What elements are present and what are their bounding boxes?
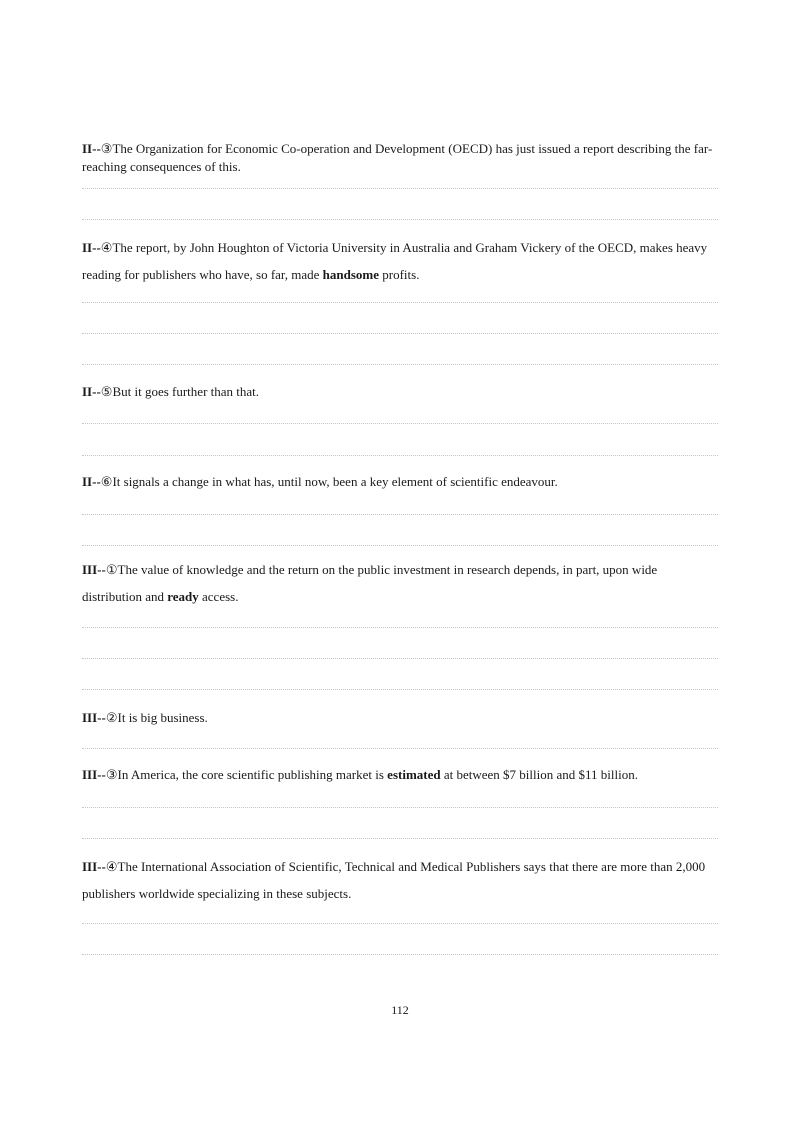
- sentence-text: [82, 234, 718, 288]
- sentence-part: The report, by John Houghton of Victoria University in Australia and Graham Vickery of the OECD, makes heavy reading for publishers who have, so far, made: [82, 240, 708, 282]
- answer-line: [82, 689, 718, 690]
- sentence-block: [82, 853, 718, 907]
- sentence-text: [82, 383, 718, 401]
- answer-line: [82, 302, 718, 303]
- paragraph-label: II--: [82, 474, 101, 489]
- answer-line: [82, 364, 718, 365]
- sentence-number: ①: [105, 562, 118, 577]
- sentence-number: ③: [105, 767, 118, 782]
- sentence-part: The International Association of Scientific, Technical and Medical Publishers says that there are more than 2,000 publishers worldwide specializing in these subjects.: [82, 859, 706, 901]
- page-number: 112: [391, 1003, 409, 1017]
- sentence-part: It signals a change in what has, until now, been a key element of scientific endeavour.: [112, 474, 558, 489]
- sentence-part: at between $7 billion and $11 billion.: [440, 767, 638, 782]
- paragraph-label: II--: [82, 141, 101, 156]
- sentence-part: access.: [198, 589, 239, 604]
- paragraph-label: II--: [82, 240, 101, 255]
- sentence-text: [82, 140, 718, 176]
- answer-line: [82, 219, 718, 220]
- answer-line: [82, 954, 718, 955]
- paragraph-label: II--: [82, 384, 101, 399]
- sentence-part: profits.: [379, 267, 420, 282]
- sentence-number: ③: [100, 141, 113, 156]
- paragraph-label: III--: [82, 767, 106, 782]
- highlighted-word: handsome: [322, 267, 379, 282]
- sentence-block: [82, 766, 718, 784]
- sentence-text: [82, 766, 718, 784]
- sentence-part: It is big business.: [117, 710, 208, 725]
- answer-line: [82, 545, 718, 546]
- sentence-number: ⑤: [100, 384, 113, 399]
- sentence-block: [82, 556, 718, 610]
- answer-line: [82, 838, 718, 839]
- sentence-block: [82, 709, 718, 727]
- answer-line: [82, 333, 718, 334]
- paragraph-label: III--: [82, 859, 106, 874]
- answer-line: [82, 748, 718, 749]
- sentence-text: [82, 709, 718, 727]
- answer-line: [82, 423, 718, 424]
- sentence-number: ④: [100, 240, 113, 255]
- sentence-text: [82, 473, 718, 491]
- answer-line: [82, 627, 718, 628]
- highlighted-word: estimated: [387, 767, 441, 782]
- sentence-text: [82, 556, 718, 610]
- sentence-text: [82, 853, 718, 907]
- highlighted-word: ready: [167, 589, 199, 604]
- sentence-part: The Organization for Economic Co-operation and Development (OECD) has just issued a report describing the far-reaching consequences of this.: [82, 141, 713, 175]
- answer-line: [82, 188, 718, 189]
- sentence-block: [82, 234, 718, 288]
- sentence-block: [82, 140, 718, 176]
- answer-line: [82, 923, 718, 924]
- sentence-part: In America, the core scientific publishing market is: [117, 767, 388, 782]
- sentence-block: [82, 383, 718, 401]
- answer-line: [82, 455, 718, 456]
- sentence-part: The value of knowledge and the return on the public investment in research depends, in part, upon wide distribution and: [82, 562, 658, 604]
- sentence-part: But it goes further than that.: [112, 384, 260, 399]
- sentence-number: ②: [105, 710, 118, 725]
- sentence-number: ④: [105, 859, 118, 874]
- answer-line: [82, 514, 718, 515]
- paragraph-label: III--: [82, 710, 106, 725]
- sentence-number: ⑥: [100, 474, 113, 489]
- paragraph-label: III--: [82, 562, 106, 577]
- answer-line: [82, 658, 718, 659]
- answer-line: [82, 807, 718, 808]
- sentence-block: [82, 473, 718, 491]
